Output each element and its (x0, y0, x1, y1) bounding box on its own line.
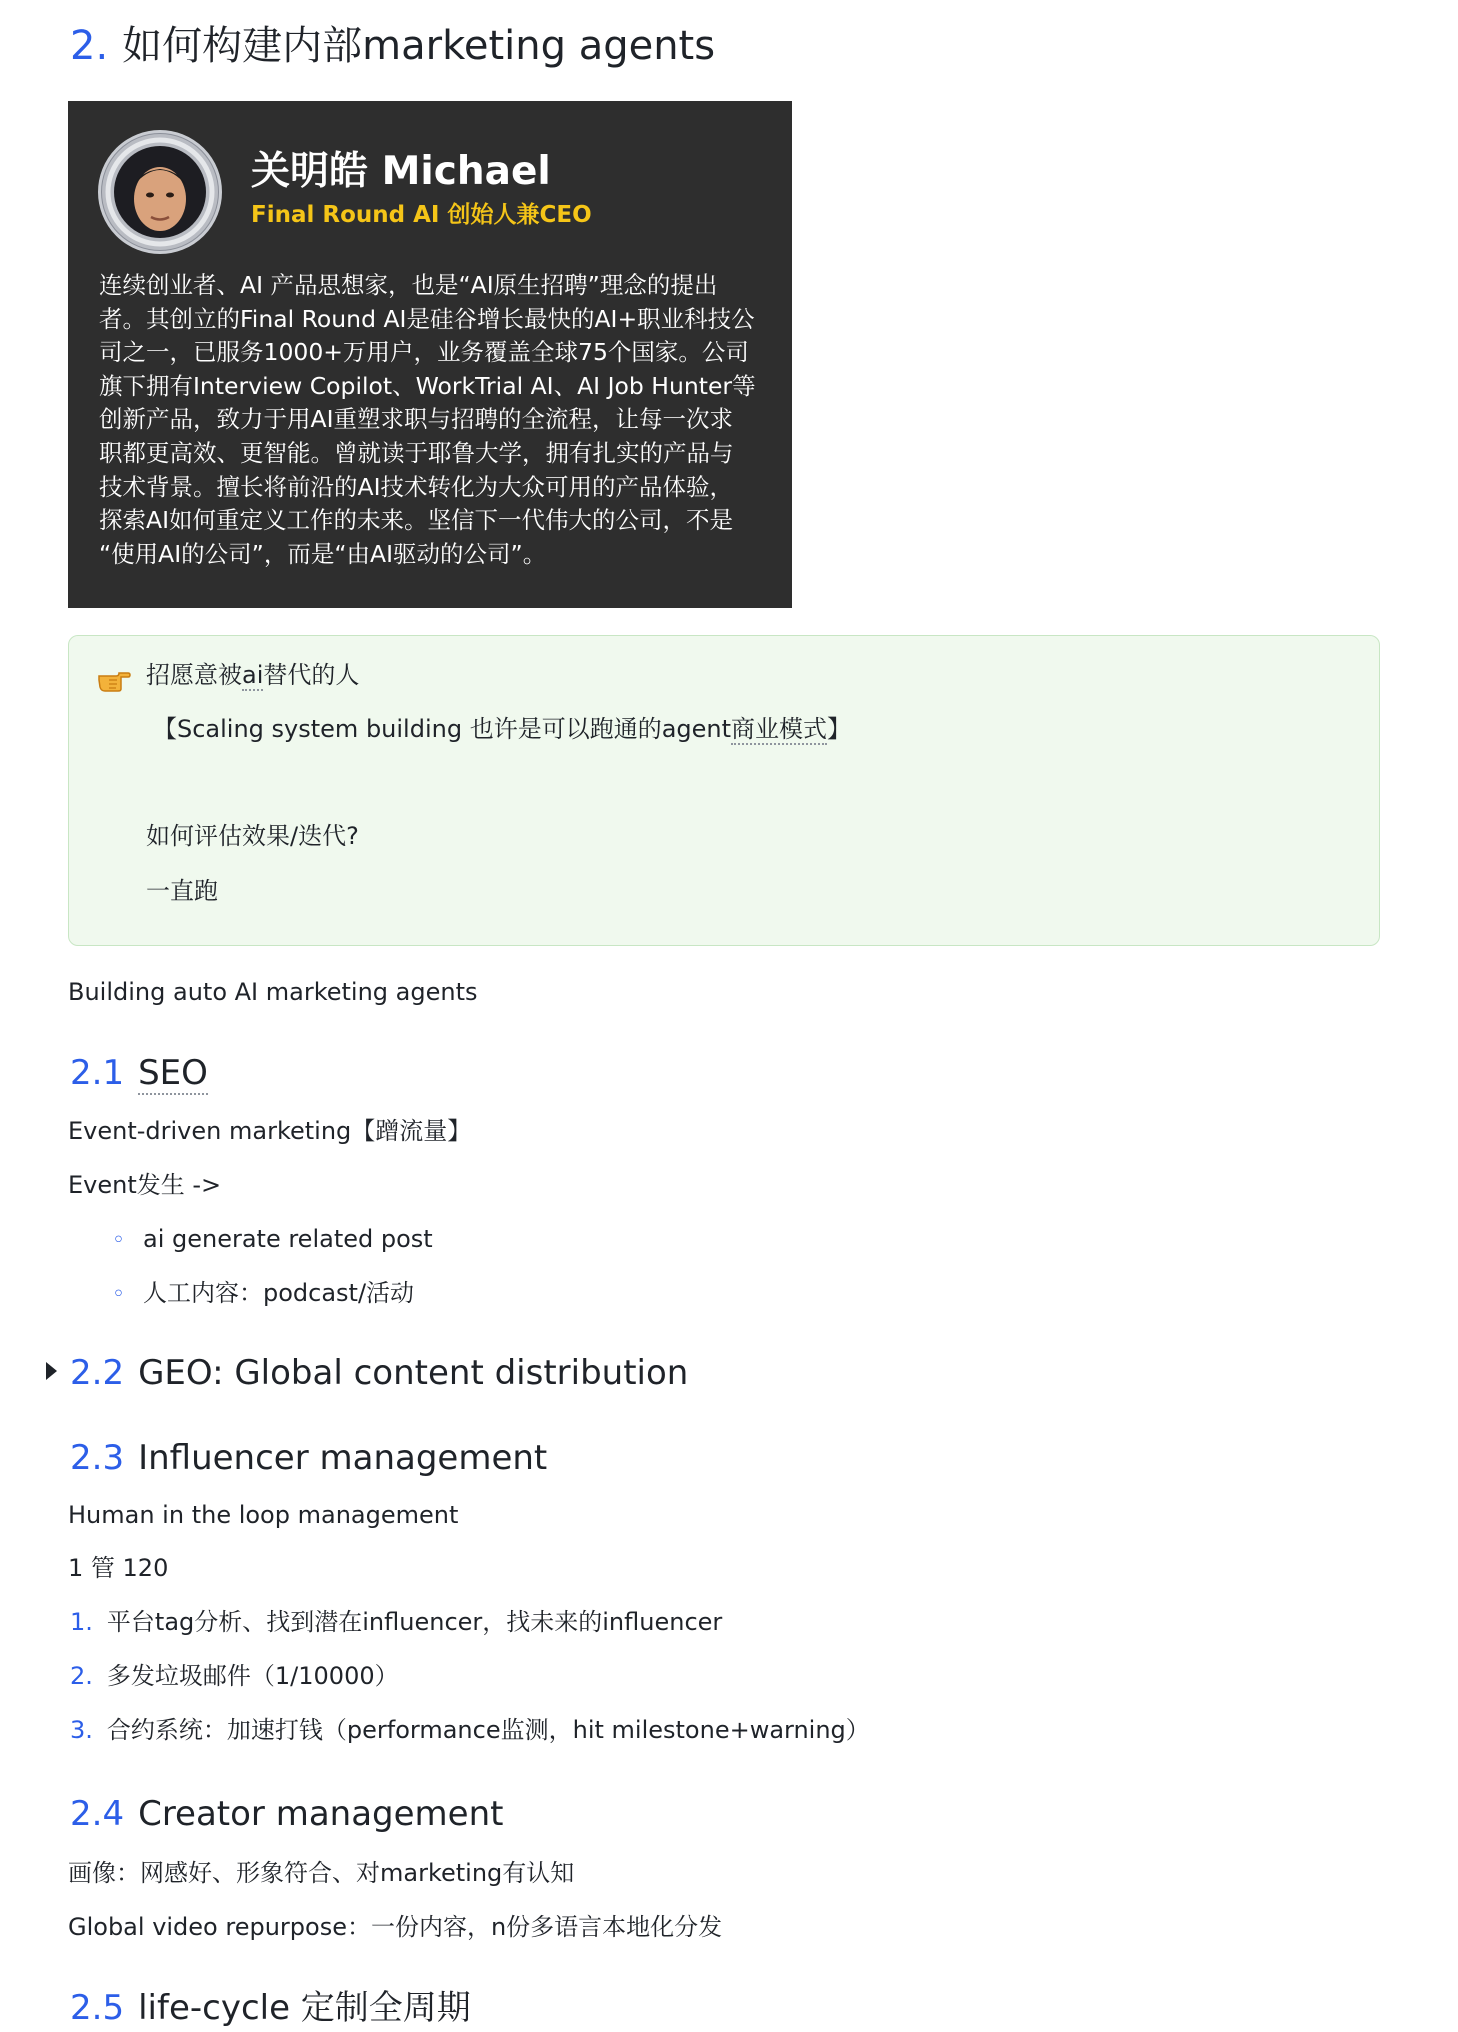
numbered-item (70, 1658, 399, 1694)
speaker-bio-card (68, 101, 792, 608)
callout-line-1 (146, 657, 359, 693)
section-number: 2.4 (70, 1794, 125, 1834)
speaker-bio (99, 269, 769, 571)
bio-line: 者。其创立的Final Round AI是硅谷增长最快的AI+职业科技公 (99, 304, 755, 333)
bio-line: 探索AI如何重定义工作的未来。坚信下一代伟大的公司，不是 (99, 506, 734, 535)
speaker-name: 关明皓 Michael (251, 149, 551, 194)
item-text: 多发垃圾邮件（1/10000） (106, 1662, 399, 1690)
section-2-4-heading (70, 1790, 503, 1838)
bio-line: 职都更高效、更智能。曾就读于耶鲁大学，拥有扎实的产品与 (99, 438, 734, 467)
callout-term: ai (242, 661, 264, 689)
bio-line: 创新产品，致力于用AI重塑求职与招聘的全流程，让每一次求 (99, 405, 734, 434)
callout-text: 替代的人 (263, 661, 360, 689)
section-number: 2.1 (70, 1053, 125, 1093)
bullet-icon: ◦ (112, 1282, 125, 1307)
section-title: GEO: Global content distribution (138, 1353, 689, 1393)
astronaut-portrait-icon (101, 133, 219, 251)
paragraph: Human in the loop management (68, 1501, 459, 1529)
section-title: Influencer management (138, 1438, 548, 1478)
item-number: 2. (70, 1662, 93, 1690)
bio-line: 旗下拥有Interview Copilot、WorkTrial AI、AI Job Hunter等 (99, 371, 756, 400)
callout-line-2 (153, 711, 851, 747)
paragraph: 1 管 120 (68, 1554, 169, 1582)
section-number: 2.5 (70, 1988, 125, 2028)
numbered-item (70, 1604, 722, 1640)
bio-line: 技术背景。擅长将前沿的AI技术转化为大众可用的产品体验， (99, 472, 734, 501)
item-number: 1. (70, 1608, 93, 1636)
intro-paragraph: Building auto AI marketing agents (68, 978, 478, 1006)
callout-text: 【Scaling system building 也许是可以跑通的agent (153, 715, 732, 743)
pointing-hand-icon (97, 666, 131, 699)
callout-text: 】 (827, 715, 852, 743)
collapse-toggle-icon[interactable] (46, 1362, 57, 1380)
page-heading (70, 18, 715, 74)
section-title: Creator management (138, 1794, 504, 1834)
heading-number: 2. (70, 23, 109, 69)
section-number: 2.2 (70, 1353, 125, 1393)
list-item (112, 1221, 433, 1259)
section-number: 2.3 (70, 1438, 125, 1478)
callout-line-4: 一直跑 (146, 877, 218, 905)
bio-line: “使用AI的公司”，而是“由AI驱动的公司”。 (99, 539, 547, 568)
heading-title: 如何构建内部marketing agents (122, 23, 716, 69)
bio-line: 司之一，已服务1000+万用户，业务覆盖全球75个国家。公司 (99, 338, 749, 367)
list-item-text: 人工内容：podcast/活动 (142, 1279, 415, 1307)
numbered-item (70, 1712, 870, 1748)
bullet-icon: ◦ (112, 1228, 125, 1253)
section-2-2-heading[interactable] (70, 1349, 688, 1397)
list-item-text: ai generate related post (142, 1225, 433, 1253)
section-title: life-cycle 定制全周期 (138, 1988, 471, 2028)
paragraph: Global video repurpose：一份内容，n份多语言本地化分发 (68, 1913, 723, 1941)
paragraph: Event-driven marketing【蹭流量】 (68, 1117, 472, 1145)
section-title: SEO (138, 1053, 208, 1093)
item-number: 3. (70, 1716, 93, 1744)
paragraph: Event发生 -> (68, 1171, 222, 1199)
speaker-avatar (98, 130, 222, 254)
callout-text: 招愿意被 (146, 661, 242, 689)
section-2-5-heading (70, 1984, 471, 2032)
section-2-1-heading (70, 1049, 208, 1097)
bio-line: 连续创业者、AI 产品思想家，也是“AI原生招聘”理念的提出 (99, 271, 718, 299)
callout-block[interactable] (68, 635, 1380, 946)
paragraph: 画像：网感好、形象符合、对marketing有认知 (68, 1859, 575, 1887)
list-item (112, 1275, 414, 1313)
section-2-3-heading (70, 1434, 547, 1482)
item-text: 平台tag分析、找到潜在influencer，找未来的influencer (106, 1608, 723, 1636)
item-text: 合约系统：加速打钱（performance监测，hit milestone+warning） (106, 1716, 870, 1744)
callout-line-3: 如何评估效果/迭代? (146, 822, 359, 850)
callout-term: 商业模式 (731, 715, 828, 743)
speaker-role: Final Round AI 创始人兼CEO (251, 202, 592, 228)
